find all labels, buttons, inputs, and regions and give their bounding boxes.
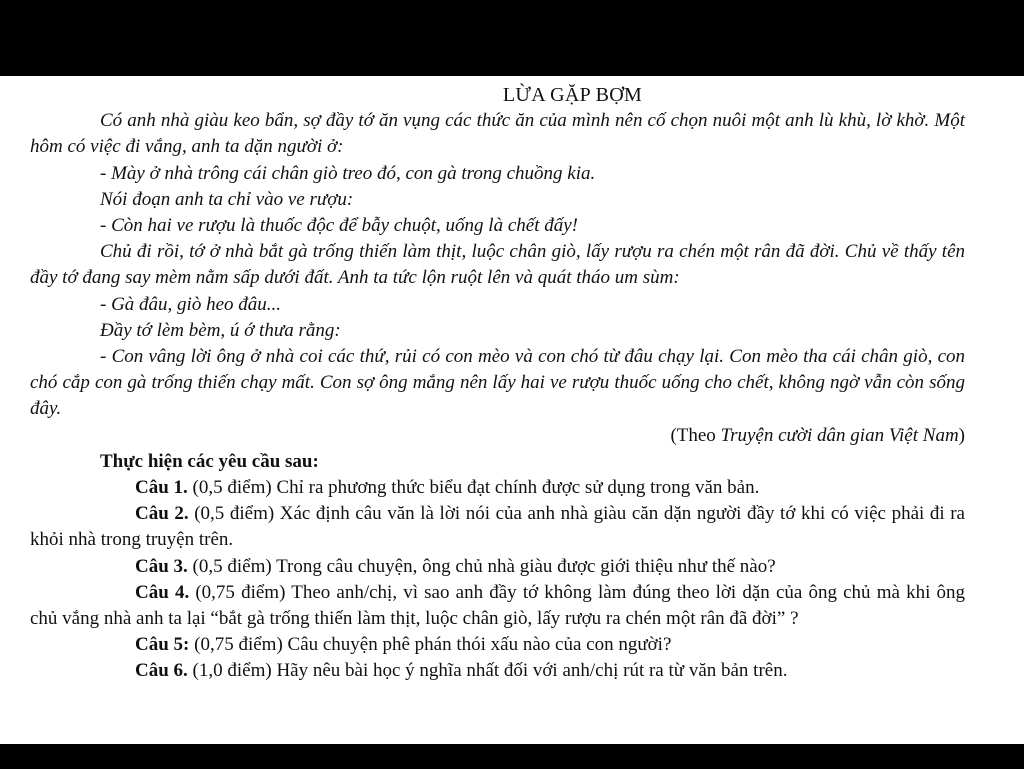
question-3-text: (0,5 điểm) Trong câu chuyện, ông chủ nhà giàu được giới thiệu như thế nào?: [187, 555, 776, 577]
question-5-label: Câu 5:: [135, 634, 190, 656]
top-black-bar: [0, 0, 1024, 76]
question-3-label: Câu 3.: [135, 555, 188, 577]
question-2-text: (0,5 điểm) Xác định câu văn là lời nói của anh nhà giàu căn dặn người đầy tớ khi có việc phải đi ra khỏi nhà trong truyện trên.: [30, 503, 965, 551]
question-4: [30, 580, 965, 632]
question-1-text: (0,5 điểm) Chỉ ra phương thức biểu đạt chính được sử dụng trong văn bản.: [187, 477, 760, 499]
question-6: [30, 658, 965, 684]
source-prefix: (Theo: [670, 424, 721, 446]
source-suffix: ): [958, 424, 965, 446]
question-4-text: (0,75 điểm) Theo anh/chị, vì sao anh đầy tớ không làm đúng theo lời dặn của ông chủ mà khi ông chủ vắng nhà anh ta lại “bắt gà trống thiến làm thịt, luộc chân giò, lấy rượu ra chén một rân đã đời” ?: [30, 581, 966, 630]
story-paragraph-6: - Gà đâu, giò heo đâu...: [100, 293, 282, 315]
question-1-label: Câu 1.: [135, 477, 188, 499]
requirements-title: Thực hiện các yêu cầu sau:: [100, 450, 319, 472]
story-paragraph-1: Có anh nhà giàu keo bẩn, sợ đầy tớ ăn vụng các thức ăn của mình nên cố chọn nuôi một anh lù khù, lờ khờ. Một hôm có việc đi vắng, anh ta dặn người ở:: [30, 110, 965, 158]
story-paragraph-5: Chủ đi rồi, tớ ở nhà bắt gà trống thiến làm thịt, luộc chân giò, lấy rượu ra chén một rân đã đời. Chủ về thấy tên đầy tớ đang say mèm nằm sấp dưới đất. Anh ta tức lộn ruột lên và quát tháo um sùm:: [30, 241, 965, 289]
document-content: [30, 82, 965, 685]
question-3: [30, 554, 965, 580]
question-4-label: Câu 4.: [135, 581, 190, 603]
story-title: LỪA GẶP BỢM: [502, 84, 643, 106]
story-paragraph-3: Nói đoạn anh ta chỉ vào ve rượu:: [100, 188, 354, 210]
story-source: [30, 423, 965, 449]
story-paragraph-2: - Mày ở nhà trông cái chân giò treo đó, con gà trong chuồng kia.: [100, 162, 596, 184]
story-paragraph-7: Đầy tớ lèm bèm, ú ớ thưa rằng:: [100, 319, 341, 341]
question-5: [30, 632, 965, 658]
question-1: [30, 475, 965, 501]
document-page: [0, 76, 1024, 744]
story-paragraph-8: - Con vâng lời ông ở nhà coi các thứ, rủi có con mèo và con chó từ đâu chạy lại. Con mèo tha cái chân giò, con chó cắp con gà trống thiến chạy mất. Con sợ ông mắng nên lấy hai ve rượu thuốc uống cho chết, không ngờ vẫn còn sống đây.: [30, 346, 965, 420]
question-2-label: Câu 2.: [135, 503, 189, 525]
question-6-label: Câu 6.: [135, 660, 188, 682]
question-5-text: (0,75 điểm) Câu chuyện phê phán thói xấu nào của con người?: [189, 634, 672, 656]
question-2: [30, 501, 965, 553]
story-paragraph-4: - Còn hai ve rượu là thuốc độc để bẫy chuột, uống là chết đấy!: [100, 215, 578, 237]
question-6-text: (1,0 điểm) Hãy nêu bài học ý nghĩa nhất đối với anh/chị rút ra từ văn bản trên.: [187, 660, 788, 682]
bottom-black-bar: [0, 744, 1024, 769]
source-book-title: Truyện cười dân gian Việt Nam: [720, 424, 959, 446]
